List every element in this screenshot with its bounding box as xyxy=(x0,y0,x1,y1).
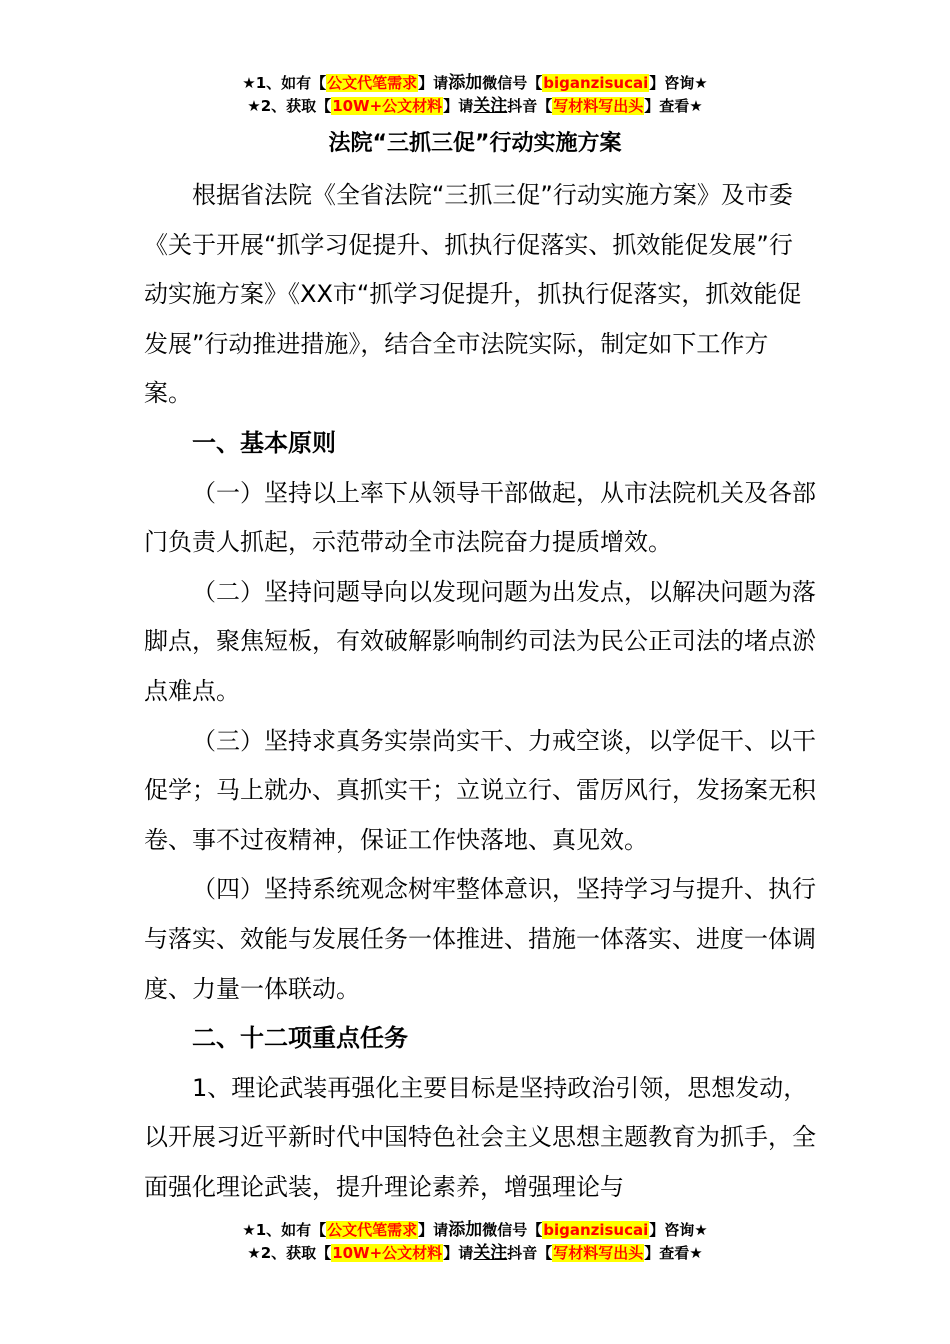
promo-emphasis: 添加 xyxy=(448,1220,483,1240)
promo-highlight: 公文代笔需求 xyxy=(327,74,418,92)
promo-text: ★1、如有【 xyxy=(242,1221,327,1239)
promo-text: ★2、获取【 xyxy=(247,1244,332,1262)
promo-wechat-id: biganzisucai xyxy=(543,1221,649,1239)
promo-text: 抖音【 xyxy=(507,97,553,115)
promo-text: 抖音【 xyxy=(507,1244,553,1262)
principle-paragraph: （三）坚持求真务实崇尚实干、力戒空谈，以学促干、以干促学；马上就办、真抓实干；立说立行、雷厉风行，发扬案无积卷、事不过夜精神，保证工作快落地、真见效。 xyxy=(144,726,816,854)
promo-text: ★1、如有【 xyxy=(242,74,327,92)
intro-paragraph: 根据省法院《全省法院“三抓三促”行动实施方案》及市委《关于开展“抓学习促提升、抓执行促落实、抓效能促发展”行动实施方案》《XX市“抓学习促提升，抓执行促落实，抓效能促发展”行动推进措施》，结合全市法院实际，制定如下工作方案。 xyxy=(144,181,802,408)
header-promo-line-2 xyxy=(0,95,950,117)
promo-text: ★2、获取【 xyxy=(247,97,332,115)
promo-douyin-id: 写材料写出头 xyxy=(553,1244,644,1262)
principle-paragraph: （四）坚持系统观念树牢整体意识，坚持学习与提升、执行与落实、效能与发展任务一体推进、措施一体落实、进度一体调度、力量一体联动。 xyxy=(144,875,816,1003)
promo-text: 微信号【 xyxy=(482,74,543,92)
task-paragraph: 1、理论武装再强化主要目标是坚持政治引领，思想发动，以开展习近平新时代中国特色社会主义思想主题教育为抓手，全面强化理论武装，提升理论素养，增强理论与 xyxy=(144,1073,816,1201)
header-promo-line-1 xyxy=(0,72,950,94)
promo-text: 】查看★ xyxy=(644,1244,703,1262)
promo-highlight: 10W+公文材料 xyxy=(332,1244,443,1262)
promo-text: 】请 xyxy=(418,1221,449,1239)
promo-text: 】请 xyxy=(443,97,474,115)
section-heading-principles: 一、基本原则 xyxy=(192,428,336,457)
principle-paragraph: （一）坚持以上率下从领导干部做起，从市法院机关及各部门负责人抓起，示范带动全市法院奋力提质增效。 xyxy=(144,478,816,557)
footer-promo-line-1 xyxy=(0,1219,950,1241)
promo-highlight: 公文代笔需求 xyxy=(327,1221,418,1239)
promo-text: 】请 xyxy=(418,74,449,92)
footer-promo-line-2 xyxy=(0,1242,950,1264)
promo-douyin-id: 写材料写出头 xyxy=(553,97,644,115)
promo-emphasis: 关注 xyxy=(473,1243,508,1263)
document-body xyxy=(144,171,816,1212)
promo-highlight: 10W+公文材料 xyxy=(332,97,443,115)
promo-text: 】请 xyxy=(443,1244,474,1262)
principle-paragraph: （二）坚持问题导向以发现问题为出发点，以解决问题为落脚点，聚焦短板，有效破解影响制约司法为民公正司法的堵点淤点难点。 xyxy=(144,577,816,705)
promo-text: 】咨询★ xyxy=(649,1221,708,1239)
document-title: 法院“三抓三促”行动实施方案 xyxy=(328,131,622,156)
promo-text: 微信号【 xyxy=(482,1221,543,1239)
promo-wechat-id: biganzisucai xyxy=(543,74,649,92)
promo-emphasis: 添加 xyxy=(448,73,483,93)
promo-text: 】咨询★ xyxy=(649,74,708,92)
section-heading-tasks: 二、十二项重点任务 xyxy=(192,1024,408,1053)
promo-emphasis: 关注 xyxy=(473,96,508,116)
promo-text: 】查看★ xyxy=(644,97,703,115)
